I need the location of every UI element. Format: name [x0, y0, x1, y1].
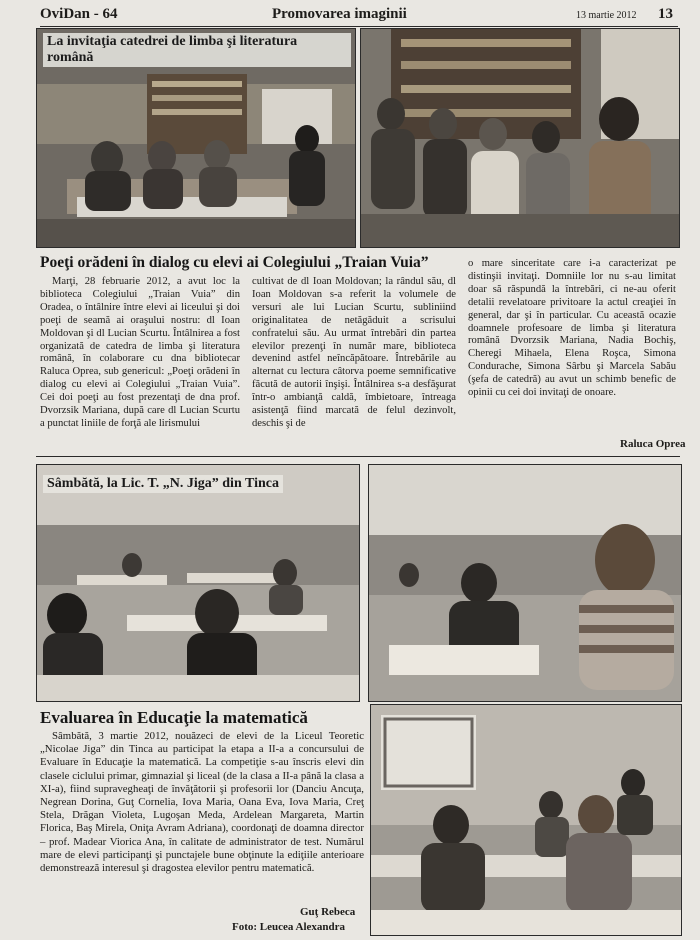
article1-signature: Raluca Oprea	[620, 438, 686, 450]
photo-classroom-exam-2	[368, 464, 682, 702]
header-section: Promovarea imaginii	[272, 6, 407, 22]
header-date: 13 martie 2012	[576, 10, 637, 21]
photo-teachers	[360, 28, 680, 248]
article1-headline: Poeţi orădeni în dialog cu elevi ai Colegiului „Traian Vuia”	[40, 254, 429, 271]
article2-signature: Guţ Rebeca	[300, 906, 356, 918]
photo-library-meeting	[36, 28, 356, 248]
article1-column-3	[468, 258, 676, 452]
header-publication: OviDan - 64	[40, 6, 118, 22]
article2-column	[40, 730, 364, 904]
header-page-number: 13	[658, 6, 673, 22]
article1-col1-text: Marţi, 28 februarie 2012, a avut loc la biblioteca Colegiului „Traian Vuia” din Oradea, o întâlnire între elevi ai liceului şi doi poeţi de seamă ai oraşului nostru: dl Ioan Moldovan şi dl Lucian Scurtu. Întâlnirea a fost organizată de catedra de limba şi literatura română, în colaborare cu dna bibliotecar Raluca Oprea, sub genericul: „Poeţi orădeni în dialog cu elevi ai Colegiului „Traian Vuia”. Cei doi poeţi au fost prezentaţi de dna prof. Dvorzsik Mariana, după care dl Lucian Scurtu a punctat liniile de forţă ale lirismului	[40, 276, 240, 429]
photo-caption-article1: La invitaţia catedrei de limba şi literatura română	[43, 33, 351, 67]
photo-classroom-exam-3	[370, 704, 682, 936]
photo-caption-article2: Sâmbătă, la Lic. T. „N. Jiga” din Tinca	[43, 475, 283, 493]
article2-body-text: Sâmbătă, 3 martie 2012, nouăzeci de elevi de la Liceul Teoretic „Nicolae Jiga” din Tinca au participat la etapa a II-a a concursului de Evaluare în Educaţie la matematică. La competiţie s-au înscris elevi din clasele ciclului primar, gimnazial şi liceal (de la clasa a II-a până la clasa a XI-a), fiind supravegheaţi de învăţătorii şi profesorii lor (Danciu Ancuţa, Negrean Dorina, Guţ Cornelia, Iova Maria, Oana Eva, Iova Maria, Creţ Stela, Drăgan Violeta, Lugoşan Meda, Ardelean Margareta, Martin Florica, Baş Mirela, Oniţa Avram Adriana), coordonaţi de doamna director – prof. Madear Viorica Ana, în calitate de administrator de test. Numărul mare de elevi participanţi şi punctajele bune obţinute la ediţiile anterioare demonstrează interesul şi dragostea elevilor pentru matematică.	[40, 730, 364, 875]
article2-photo-credit: Foto: Leucea Alexandra	[232, 921, 346, 933]
article2-headline: Evaluarea în Educaţie la matematică	[40, 708, 308, 727]
article1-column-2	[252, 276, 456, 452]
article1-col2-text: cultivat de dl Ioan Moldovan; la rândul său, dl Ioan Moldovan s-a referit la volumele de versuri ale lui Lucian Scurtu, subliniind originalitatea de netăgăduit a scrisului confratelui său. Au urmat întrebări din partea elevilor prezenţi în număr mare, biblioteca devenind astfel neîncăpătoare. Întrebările au alternat cu lectura câtorva poeme semnificative făcută de autorii înşişi. Întâlnirea s-a desfăşurat într-o ambianţă caldă, îmbietoare, întreaga asistenţă fiind marcată de felul dezinvolt, deschis şi de	[252, 276, 456, 429]
photo-classroom-exam-1	[36, 464, 360, 702]
section-divider	[36, 456, 680, 457]
article1-column-1	[40, 276, 240, 452]
article1-col3-text: o mare sinceritate care i-a caracterizat pe distinşii invitaţi. Domniile lor nu s-au limitat doar să răspundă la întrebări, ci ne-au oferit detalii revelatoare privitoare la actul creaţiei în general, dar şi în particular. Cu această ocazie doamnele profesoare de limba şi literatura română Dvorzsik Mariana, Nadia Bochiş, Cheregi Mihaela, Elena Roşca, Simona Condurache, Simona Sârbu şi Marcela Sabău (şefa de catedră) au avut un schimb benefic de opinii cu cei doi invitaţi de onoare.	[468, 258, 676, 399]
page-header	[40, 4, 676, 26]
header-rule	[40, 26, 678, 27]
